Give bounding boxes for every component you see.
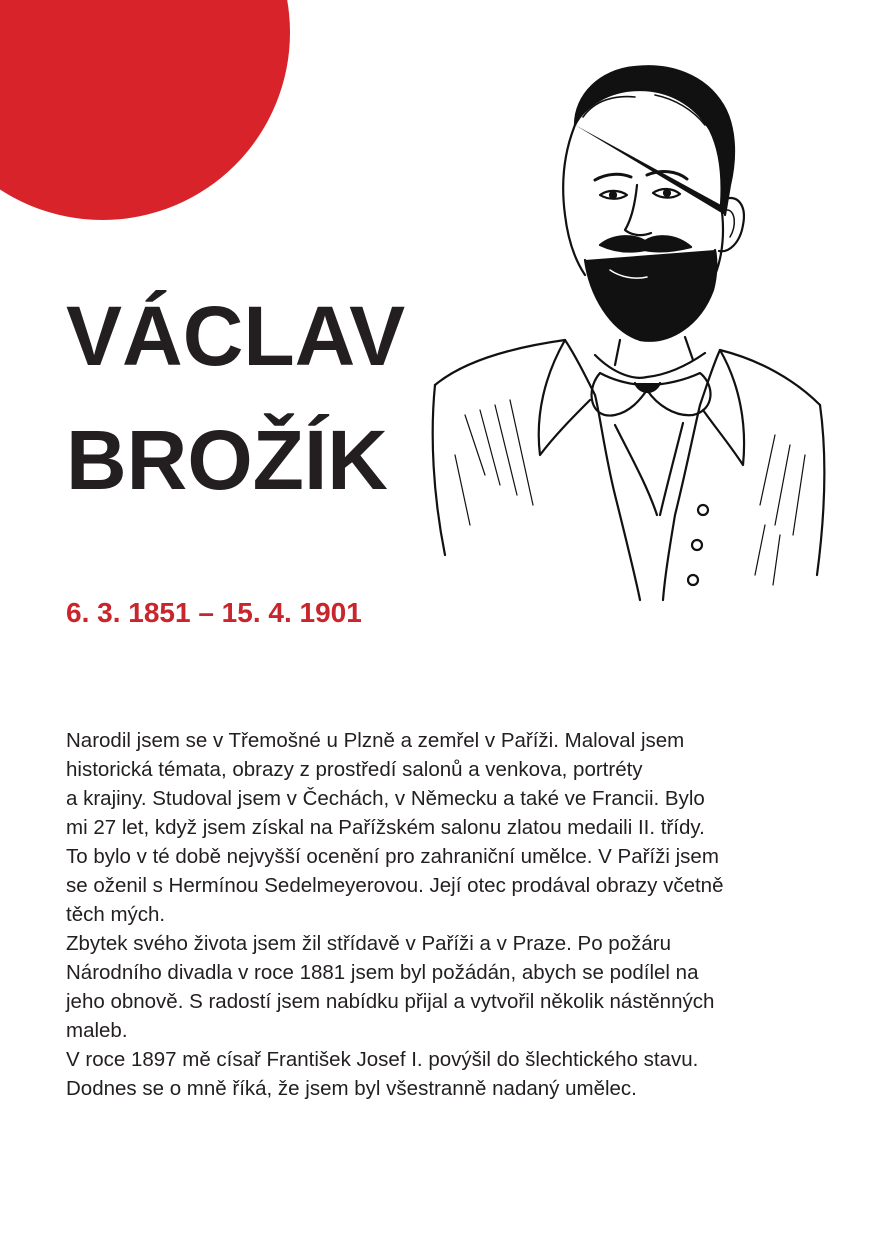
bio-line: Národního divadla v roce 1881 jsem byl požádán, abych se podílel na <box>66 961 699 984</box>
portrait-illustration <box>425 55 835 605</box>
bio-line: maleb. <box>66 1019 128 1042</box>
bio-line: se oženil s Hermínou Sedelmeyerovou. Její otec prodával obrazy včetně <box>66 874 724 897</box>
bio-line: mi 27 let, když jsem získal na Pařížském salonu zlatou medaili II. třídy. <box>66 816 705 839</box>
name-first: VÁCLAV <box>66 289 406 383</box>
bio-line: historická témata, obrazy z prostředí salonů a venkova, portréty <box>66 758 643 781</box>
red-circle-decoration <box>0 0 290 220</box>
bio-line: To bylo v té době nejvyšší ocenění pro zahraniční umělce. V Paříži jsem <box>66 845 719 868</box>
bio-line: Dodnes se o mně říká, že jsem byl všestranně nadaný umělec. <box>66 1077 637 1100</box>
bio-line: Zbytek svého života jsem žil střídavě v Paříži a v Praze. Po požáru <box>66 932 671 955</box>
name-last: BROŽÍK <box>66 413 388 507</box>
bio-line: Narodil jsem se v Třemošné u Plzně a zemřel v Paříži. Maloval jsem <box>66 729 685 752</box>
life-dates: 6. 3. 1851 – 15. 4. 1901 <box>66 597 362 628</box>
bio-line: a krajiny. Studoval jsem v Čechách, v Německu a také ve Francii. Bylo <box>66 787 705 810</box>
bio-line: těch mých. <box>66 903 166 926</box>
biography-text <box>66 726 826 1103</box>
bio-line: V roce 1897 mě císař František Josef I. povýšil do šlechtického stavu. <box>66 1048 699 1071</box>
bio-line: jeho obnově. S radostí jsem nabídku přijal a vytvořil několik nástěnných <box>66 990 715 1013</box>
